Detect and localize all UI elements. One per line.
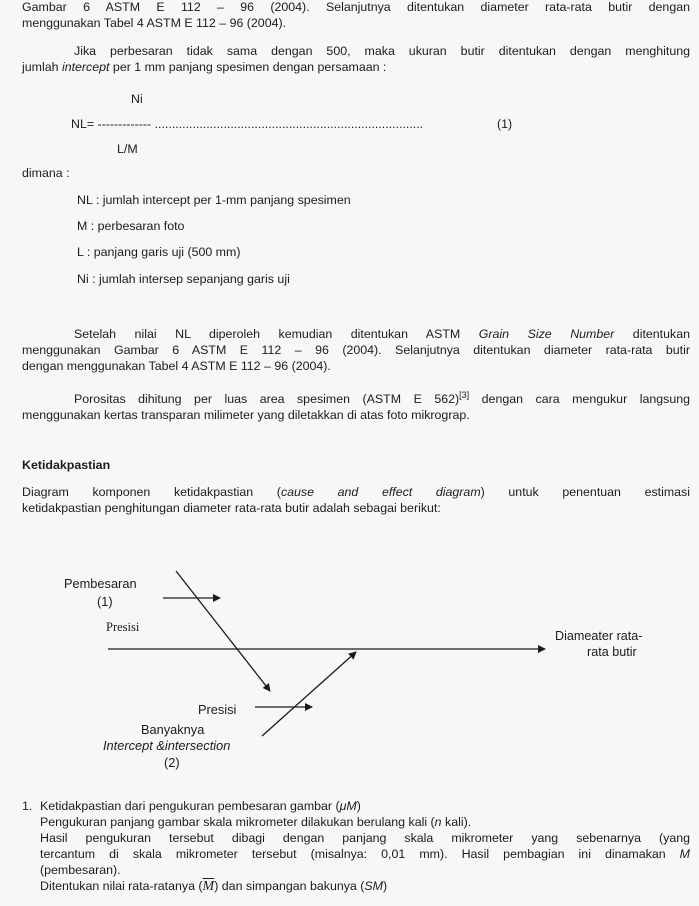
dimana-label: dimana : [22, 166, 70, 180]
list-line1-b: ) [356, 799, 361, 813]
intercept-line2-a: jumlah [22, 60, 62, 74]
top-paragraph-line2: menggunakan Tabel 4 ASTM E 112 – 96 (2004). [22, 16, 287, 30]
intercept-intersection-label: Intercept &intersection [103, 738, 231, 753]
mu-m-symbol: μM [339, 799, 357, 813]
presisi-upper-label: Presisi [106, 620, 140, 634]
list-line2 [40, 814, 690, 830]
list-line6 [40, 878, 690, 895]
equation-lhs: NL= ------------- .............................................................................. [71, 117, 424, 131]
list-line6-a: Ditentukan nilai rata-ratanya ( [40, 879, 203, 893]
list-line3: Hasil pengukuran tersebut dibagi dengan panjang skala mikrometer yang sebenarnya (yang [40, 831, 690, 845]
definition-ni: Ni : jumlah intersep sepanjang garis uji [77, 272, 290, 286]
top-paragraph-line1: Gambar 6 ASTM E 112 – 96 (2004). Selanjutnya ditentukan diameter rata-rata butir dengan [22, 0, 690, 14]
list-line4 [40, 846, 690, 862]
definition-m: M : perbesaran foto [77, 219, 185, 233]
list-line2-b: kali). [441, 815, 472, 829]
pembesaran-number: (1) [97, 594, 113, 609]
list-line4-a: tercantum di skala mikrometer tersebut (misalnya: 0,01 mm). Hasil pembagian ini dinamakan [40, 847, 680, 861]
grain-size-number: Grain Size Number [478, 327, 615, 341]
list-number: 1. [22, 799, 33, 813]
cause-effect-term: cause and effect diagram [280, 485, 481, 499]
list-line2-a: Pengukuran panjang gambar skala mikrometer dilakukan berulang kali ( [40, 815, 435, 829]
diagram-line1-b: ) untuk penentuan estimasi [480, 485, 691, 499]
n-symbol: n [434, 815, 442, 829]
presisi-lower-label: Presisi [198, 702, 237, 717]
porositas-line1-b: dengan cara mengukur langsung [469, 392, 690, 407]
list-line1-a: Ketidakpastian dari pengukuran pembesaran gambar ( [40, 799, 340, 813]
diagram-line2: ketidakpastian penghitungan diameter rata-rata butir adalah sebagai berikut: [22, 501, 441, 515]
after-line2: menggunakan Gambar 6 ASTM E 112 – 96 (2004). Selanjutnya ditentukan diameter rata-rata butir [22, 343, 690, 357]
effect-label-line1: Diameater rata- [555, 629, 643, 643]
list-item-body [40, 798, 690, 895]
list-line1 [40, 798, 690, 814]
after-line3: dengan menggunakan Tabel 4 ASTM E 112 – 96 (2004). [22, 359, 331, 373]
reference-superscript: [3] [459, 390, 470, 400]
diagram-line1-a: Diagram komponen ketidakpastian ( [22, 485, 281, 499]
branch-pembesaran-arrow [176, 571, 270, 691]
definition-nl: NL : jumlah intercept per 1-mm panjang spesimen [77, 193, 351, 207]
section-heading: Ketidakpastian [22, 458, 111, 472]
porositas-line2: menggunakan kertas transparan milimeter yang diletakkan di atas foto mikrograp. [22, 408, 470, 423]
m-bar-symbol: $\overline{M}$ [202, 879, 215, 894]
banyaknya-label: Banyaknya [141, 722, 205, 737]
intercept-number: (2) [164, 755, 180, 770]
list-line6-b: ) dan simpangan bakunya ( [214, 879, 365, 893]
branch-intercept-arrow [262, 652, 356, 736]
s-m-symbol: SM [364, 879, 383, 893]
definition-l: L : panjang garis uji (500 mm) [77, 245, 241, 259]
porositas-line1-a: Porositas dihitung per luas area spesimen (ASTM E 562) [74, 392, 460, 407]
equation-denominator: L/M [117, 142, 138, 156]
after-line1-b: ditentukan [614, 327, 690, 341]
pembesaran-label: Pembesaran [64, 576, 137, 591]
after-line1-a: Setelah nilai NL diperoleh kemudian ditentukan ASTM [74, 327, 479, 341]
intercept-line1: Jika perbesaran tidak sama dengan 500, maka ukuran butir ditentukan dengan menghitung [74, 44, 690, 58]
list-line5: (pembesaran). [40, 863, 121, 877]
m-symbol: M [679, 847, 690, 861]
intercept-line2-b: per 1 mm panjang spesimen dengan persamaan : [109, 60, 387, 74]
equation-numerator: Ni [131, 92, 143, 106]
intercept-word: intercept [61, 60, 110, 74]
list-line6-c: ) [382, 879, 388, 893]
equation-number: (1) [497, 117, 513, 131]
effect-label-line2: rata butir [587, 645, 637, 659]
